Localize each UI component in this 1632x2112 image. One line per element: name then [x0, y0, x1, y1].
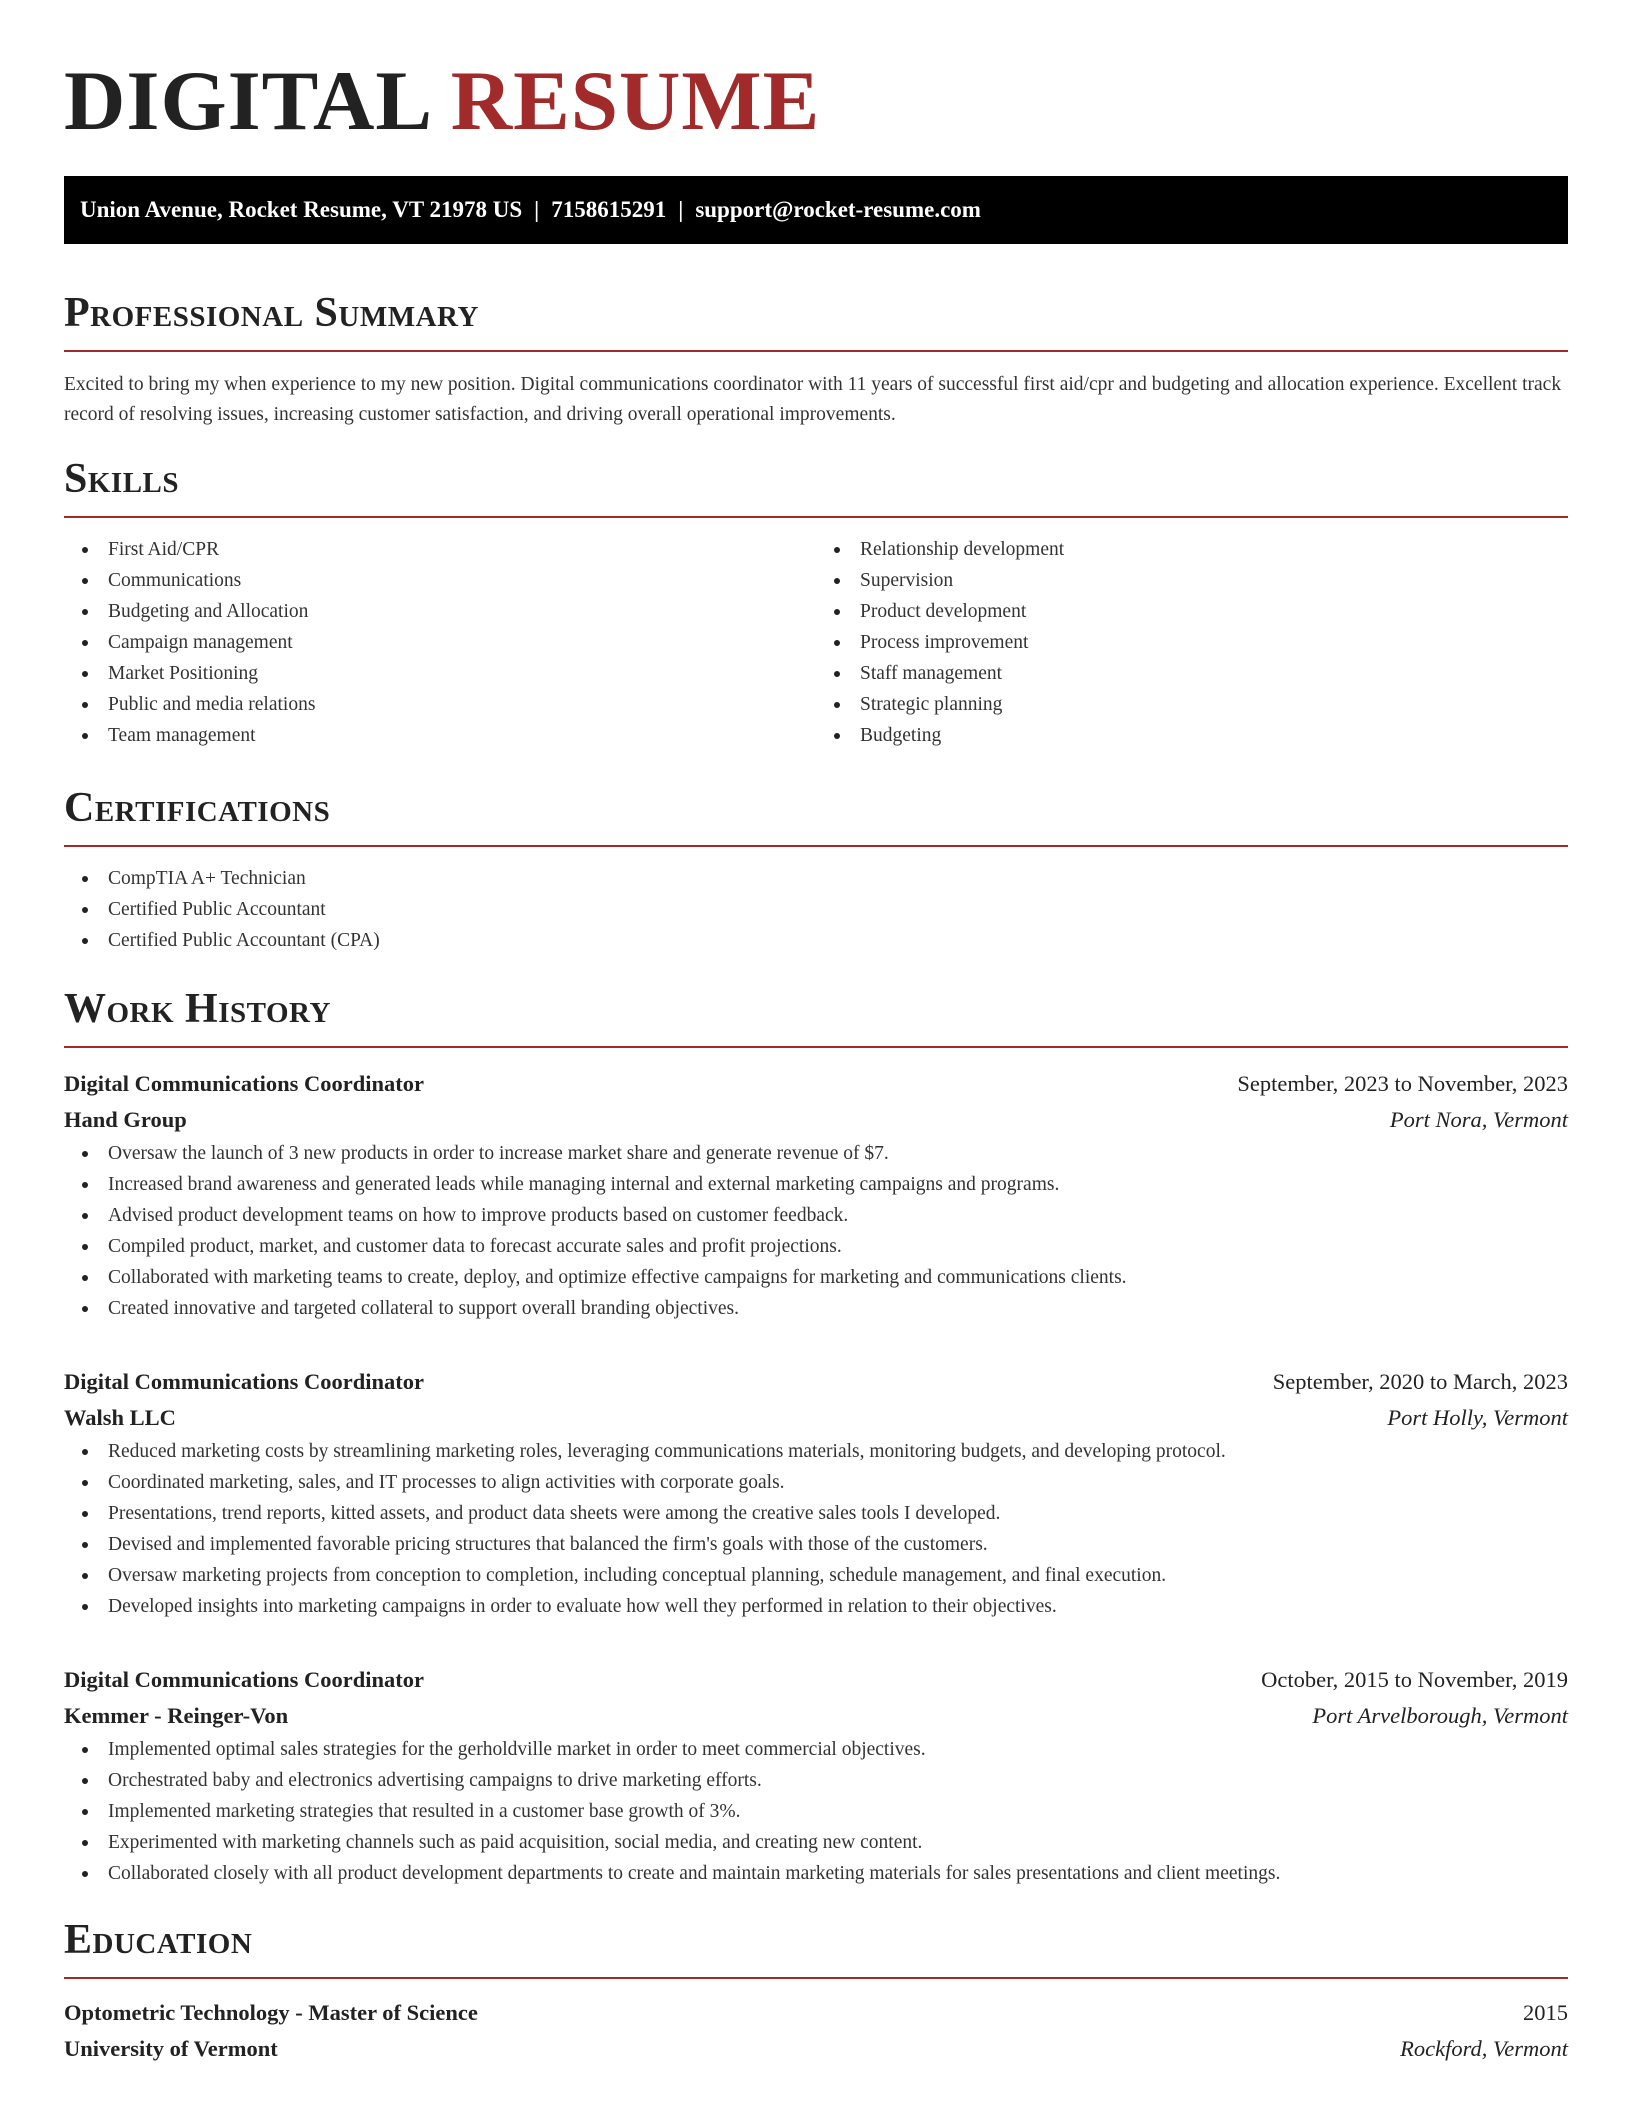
- job-company: Walsh LLC: [64, 1405, 176, 1430]
- skill-item: Process improvement: [816, 627, 1568, 658]
- education-year: 2015: [1523, 2000, 1568, 2025]
- certification-item: Certified Public Accountant: [64, 894, 1568, 925]
- contact-separator: |: [678, 197, 684, 222]
- certifications-title: Certifications: [64, 785, 331, 831]
- job-bullets: [64, 1436, 1568, 1622]
- summary-text: Excited to bring my when experience to my new position. Digital communications coordinator with 11 years of successful first aid/cpr and budgeting and allocation experience. Excellent track record of resolving issues, increasing customer satisfaction, and driving overall operational improvements.: [64, 374, 1562, 425]
- job-bullet: Collaborated with marketing teams to create, deploy, and optimize effective campaigns for marketing and communications clients.: [64, 1262, 1568, 1293]
- contact-bar: [64, 176, 1568, 244]
- skills-title: Skills: [64, 456, 180, 502]
- job-bullet: Oversaw the launch of 3 new products in order to increase market share and generate revenue of $7.: [64, 1138, 1568, 1169]
- skills-grid: [64, 534, 1568, 751]
- skill-item: Budgeting and Allocation: [64, 596, 816, 627]
- certification-item: CompTIA A+ Technician: [64, 863, 1568, 894]
- job-bullet: Advised product development teams on how to improve products based on customer feedback.: [64, 1200, 1568, 1231]
- education-divider: [64, 1977, 1568, 1979]
- skill-item: Public and media relations: [64, 689, 816, 720]
- job-dates: October, 2015 to November, 2019: [1261, 1667, 1568, 1692]
- skills-column-left: [64, 534, 816, 751]
- job-bullet: Reduced marketing costs by streamlining marketing roles, leveraging communications materials, monitoring budgets, and developing protocol.: [64, 1436, 1568, 1467]
- education-title: Education: [64, 1917, 253, 1963]
- job-bullet: Collaborated closely with all product development departments to create and maintain marketing materials for sales presentations and client meetings.: [64, 1858, 1568, 1889]
- job-subheader: [64, 1400, 1568, 1436]
- education-section: [64, 1915, 1568, 2067]
- job-bullet: Created innovative and targeted collateral to support overall branding objectives.: [64, 1293, 1568, 1324]
- job-location: Port Arvelborough, Vermont: [1312, 1703, 1568, 1728]
- job-header: [64, 1662, 1568, 1698]
- job-bullet: Presentations, trend reports, kitted assets, and product data sheets were among the creative sales tools I developed.: [64, 1498, 1568, 1529]
- skills-column-right: [816, 534, 1568, 751]
- contact-address: Union Avenue, Rocket Resume, VT 21978 US: [80, 197, 523, 222]
- job-entry: [64, 1066, 1568, 1324]
- contact-separator: |: [534, 197, 540, 222]
- job-company: Kemmer - Reinger-Von: [64, 1703, 289, 1728]
- summary-title: Professional Summary: [64, 290, 479, 336]
- work-history-title: Work History: [64, 986, 331, 1032]
- job-bullet: Orchestrated baby and electronics advertising campaigns to drive marketing efforts.: [64, 1765, 1568, 1796]
- job-location: Port Nora, Vermont: [1389, 1107, 1568, 1132]
- contact-email: support@rocket-resume.com: [695, 197, 981, 222]
- job-bullet: Increased brand awareness and generated leads while managing internal and external marketing campaigns and programs.: [64, 1169, 1568, 1200]
- education-school: University of Vermont: [64, 2036, 278, 2061]
- job-title: Digital Communications Coordinator: [64, 1071, 424, 1096]
- skill-item: Product development: [816, 596, 1568, 627]
- skill-item: Team management: [64, 720, 816, 751]
- work-history-section: [64, 984, 1568, 1889]
- certifications-list: [64, 863, 1568, 956]
- certification-item: Certified Public Accountant (CPA): [64, 925, 1568, 956]
- job-header: [64, 1364, 1568, 1400]
- skill-item: Campaign management: [64, 627, 816, 658]
- job-title: Digital Communications Coordinator: [64, 1369, 424, 1394]
- job-bullet: Developed insights into marketing campaigns in order to evaluate how well they performed in relation to their objectives.: [64, 1591, 1568, 1622]
- summary-section: [64, 288, 1568, 430]
- job-bullet: Devised and implemented favorable pricing structures that balanced the firm's goals with those of the customers.: [64, 1529, 1568, 1560]
- certifications-divider: [64, 845, 1568, 847]
- job-entry: [64, 1364, 1568, 1622]
- skills-divider: [64, 516, 1568, 518]
- education-subheader: [64, 2031, 1568, 2067]
- work-history-divider: [64, 1046, 1568, 1048]
- job-location: Port Holly, Vermont: [1387, 1405, 1568, 1430]
- job-subheader: [64, 1102, 1568, 1138]
- job-dates: September, 2023 to November, 2023: [1237, 1071, 1568, 1096]
- job-dates: September, 2020 to March, 2023: [1272, 1369, 1568, 1394]
- education-location: Rockford, Vermont: [1400, 2036, 1568, 2061]
- skills-section: [64, 454, 1568, 751]
- education-degree: Optometric Technology - Master of Science: [64, 2000, 478, 2025]
- job-header: [64, 1066, 1568, 1102]
- skill-item: First Aid/CPR: [64, 534, 816, 565]
- job-bullet: Coordinated marketing, sales, and IT processes to align activities with corporate goals.: [64, 1467, 1568, 1498]
- skill-item: Relationship development: [816, 534, 1568, 565]
- job-bullet: Implemented marketing strategies that resulted in a customer base growth of 3%.: [64, 1796, 1568, 1827]
- education-entry: [64, 1995, 1568, 2067]
- skill-item: Budgeting: [816, 720, 1568, 751]
- skill-item: Staff management: [816, 658, 1568, 689]
- job-bullet: Oversaw marketing projects from conception to completion, including conceptual planning, schedule management, and final execution.: [64, 1560, 1568, 1591]
- certifications-section: [64, 783, 1568, 956]
- job-bullets: [64, 1734, 1568, 1889]
- skill-item: Market Positioning: [64, 658, 816, 689]
- contact-phone: 7158615291: [551, 197, 667, 222]
- job-bullet: Experimented with marketing channels such as paid acquisition, social media, and creating new content.: [64, 1827, 1568, 1858]
- name-first: DIGITAL: [64, 54, 429, 148]
- name-last: RESUME: [450, 54, 821, 148]
- job-bullets: [64, 1138, 1568, 1324]
- job-entry: [64, 1662, 1568, 1889]
- summary-divider: [64, 350, 1568, 352]
- resume-name: [64, 0, 1568, 176]
- job-bullet: Compiled product, market, and customer data to forecast accurate sales and profit projections.: [64, 1231, 1568, 1262]
- job-subheader: [64, 1698, 1568, 1734]
- job-title: Digital Communications Coordinator: [64, 1667, 424, 1692]
- job-company: Hand Group: [64, 1107, 187, 1132]
- skill-item: Supervision: [816, 565, 1568, 596]
- education-header: [64, 1995, 1568, 2031]
- skill-item: Communications: [64, 565, 816, 596]
- job-bullet: Implemented optimal sales strategies for the gerholdville market in order to meet commercial objectives.: [64, 1734, 1568, 1765]
- skill-item: Strategic planning: [816, 689, 1568, 720]
